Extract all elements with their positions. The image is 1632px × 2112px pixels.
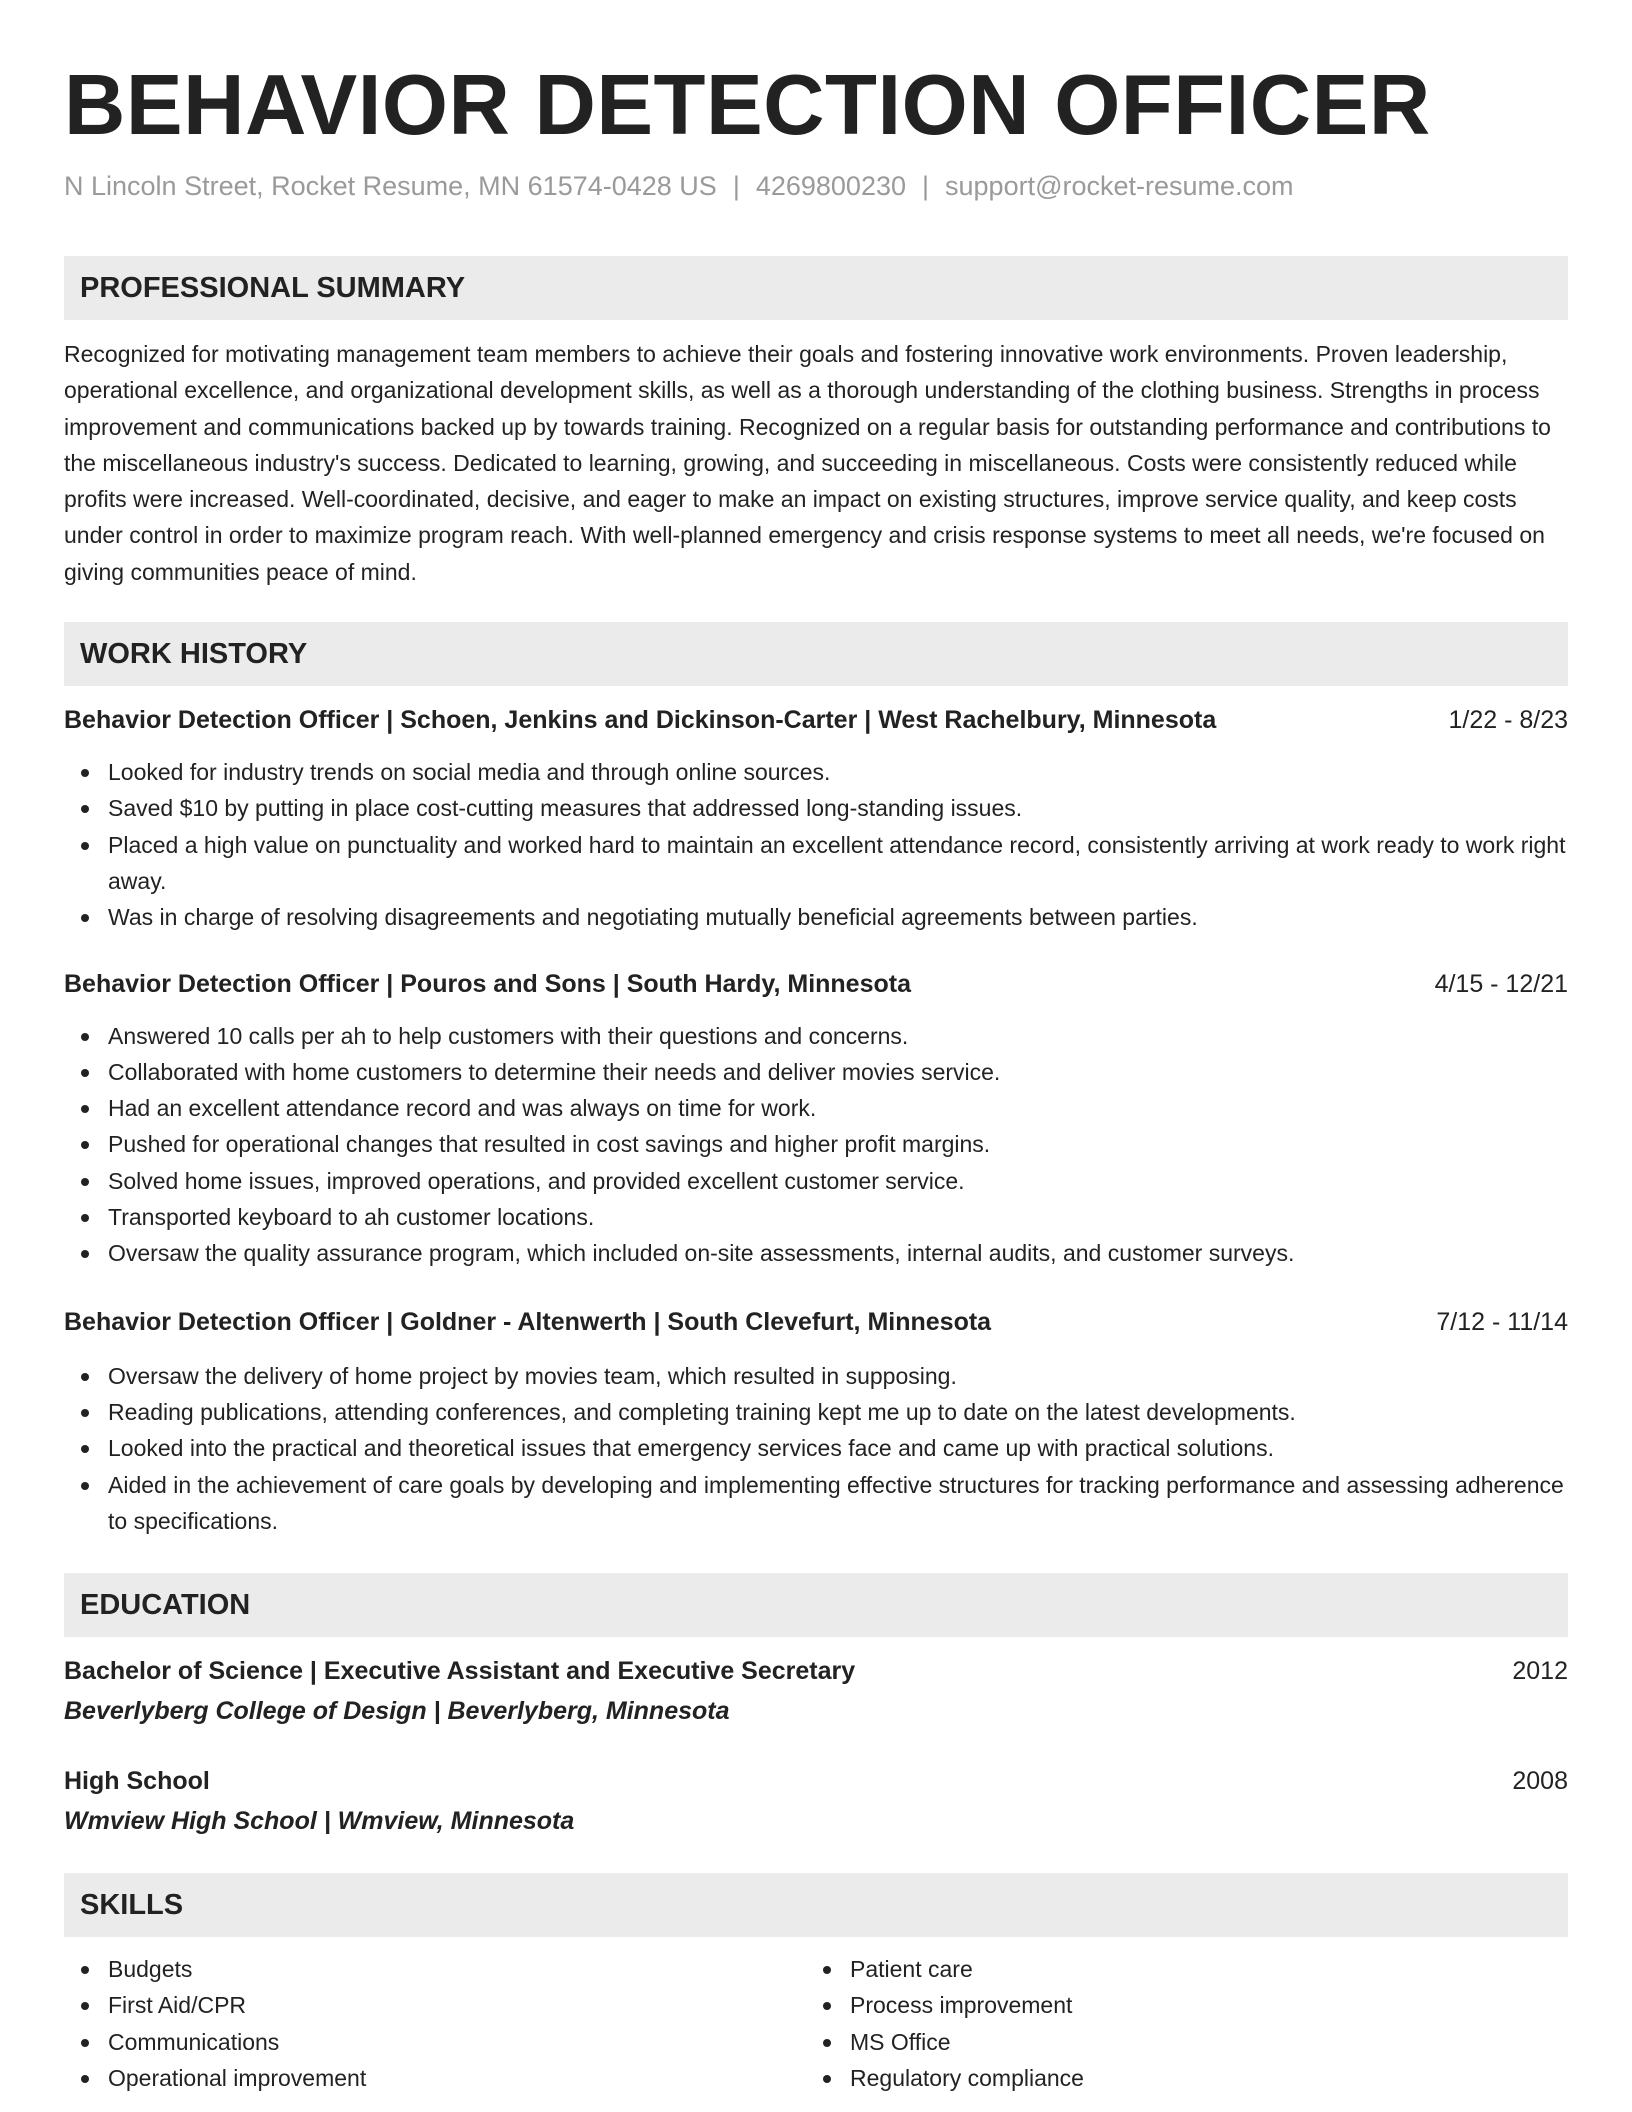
education-entry — [64, 1763, 1568, 1839]
skill-item: First Aid/CPR — [64, 1987, 806, 2023]
degree: Bachelor of Science | Executive Assistant and Executive Secretary — [64, 1657, 856, 1686]
job-title: Behavior Detection Officer | Schoen, Jenkins and Dickinson-Carter | West Rachelbury, Minnesota — [64, 706, 1217, 735]
job-bullets — [64, 1358, 1568, 1539]
skill-item: Process improvement — [806, 1987, 1548, 2023]
candidate-name: BEHAVIOR DETECTION OFFICER — [64, 58, 1431, 153]
job-entry — [64, 702, 1568, 935]
school: Beverlyberg College of Design | Beverlyberg, Minnesota — [64, 1697, 730, 1726]
job-bullets — [64, 754, 1568, 935]
school: Wmview High School | Wmview, Minnesota — [64, 1807, 575, 1836]
list-item: Answered 10 calls per ah to help customers with their questions and concerns. — [64, 1018, 1568, 1054]
separator: | — [732, 171, 740, 201]
skills-grid — [64, 1951, 1568, 2096]
list-item: Oversaw the delivery of home project by movies team, which resulted in supposing. — [64, 1358, 1568, 1394]
list-item: Reading publications, attending conferences, and completing training kept me up to date on the latest developments. — [64, 1394, 1568, 1430]
job-dates: 1/22 - 8/23 — [1448, 706, 1568, 735]
education-header — [64, 1763, 1568, 1799]
education-entry — [64, 1653, 1568, 1729]
job-dates: 4/15 - 12/21 — [1434, 969, 1568, 998]
education-header — [64, 1653, 1568, 1689]
list-item: Had an excellent attendance record and was always on time for work. — [64, 1090, 1568, 1126]
list-item: Solved home issues, improved operations, and provided excellent customer service. — [64, 1163, 1568, 1199]
job-entry — [64, 1304, 1568, 1539]
job-header — [64, 966, 1568, 1002]
list-item: Collaborated with home customers to determine their needs and deliver movies service. — [64, 1054, 1568, 1090]
list-item: Was in charge of resolving disagreements and negotiating mutually beneficial agreements between parties. — [64, 899, 1568, 935]
job-header — [64, 702, 1568, 738]
section-heading-skills: SKILLS — [64, 1873, 1568, 1937]
list-item: Saved $10 by putting in place cost-cutting measures that addressed long-standing issues. — [64, 790, 1568, 826]
skill-item: Communications — [64, 2024, 806, 2060]
job-title: Behavior Detection Officer | Pouros and Sons | South Hardy, Minnesota — [64, 969, 911, 998]
skill-item: MS Office — [806, 2024, 1548, 2060]
email: support@rocket-resume.com — [945, 171, 1294, 201]
job-dates: 7/12 - 11/14 — [1436, 1307, 1568, 1336]
skills-column-left — [64, 1951, 806, 2096]
list-item: Pushed for operational changes that resulted in cost savings and higher profit margins. — [64, 1126, 1568, 1162]
contact-line — [64, 168, 1568, 204]
section-heading-summary: PROFESSIONAL SUMMARY — [64, 256, 1568, 320]
section-heading-education: EDUCATION — [64, 1573, 1568, 1637]
section-heading-work-history: WORK HISTORY — [64, 622, 1568, 686]
graduation-year: 2008 — [1512, 1767, 1568, 1796]
skill-item: Operational improvement — [64, 2060, 806, 2096]
list-item: Placed a high value on punctuality and worked hard to maintain an excellent attendance record, consistently arriving at work ready to work right away. — [64, 827, 1568, 900]
phone: 4269800230 — [755, 171, 906, 201]
job-bullets — [64, 1018, 1568, 1272]
list-item: Looked into the practical and theoretical issues that emergency services face and came up with practical solutions. — [64, 1430, 1568, 1466]
list-item: Looked for industry trends on social media and through online sources. — [64, 754, 1568, 790]
skill-item: Budgets — [64, 1951, 806, 1987]
skills-column-right — [806, 1951, 1548, 2096]
graduation-year: 2012 — [1512, 1657, 1568, 1686]
resume-page — [64, 0, 1568, 2096]
job-header — [64, 1304, 1568, 1340]
degree: High School — [64, 1767, 210, 1796]
job-title: Behavior Detection Officer | Goldner - Altenwerth | South Clevefurt, Minnesota — [64, 1307, 992, 1336]
list-item: Oversaw the quality assurance program, which included on-site assessments, internal audits, and customer surveys. — [64, 1235, 1568, 1271]
skill-item: Regulatory compliance — [806, 2060, 1548, 2096]
skill-item: Patient care — [806, 1951, 1548, 1987]
address: N Lincoln Street, Rocket Resume, MN 61574-0428 US — [64, 171, 717, 201]
separator: | — [922, 171, 930, 201]
list-item: Transported keyboard to ah customer locations. — [64, 1199, 1568, 1235]
job-entry — [64, 966, 1568, 1272]
summary-text: Recognized for motivating management team members to achieve their goals and fostering innovative work environments. Proven leadership, operational excellence, and organizational development skills, as well as a thorough understanding of the clothing business. Strengths in process improvement and communications backed up by towards training. Recognized on a regular basis for outstanding performance and contributions to the miscellaneous industry's success. Dedicated to learning, growing, and succeeding in miscellaneous. Costs were consistently reduced while profits were increased. Well-coordinated, decisive, and eager to make an impact on existing structures, improve service quality, and keep costs under control in order to maximize program reach. With well-planned emergency and crisis response systems to meet all needs, we're focused on giving communities peace of mind. — [64, 341, 1551, 585]
list-item: Aided in the achievement of care goals by developing and implementing effective structures for tracking performance and assessing adherence to specifications. — [64, 1467, 1568, 1540]
